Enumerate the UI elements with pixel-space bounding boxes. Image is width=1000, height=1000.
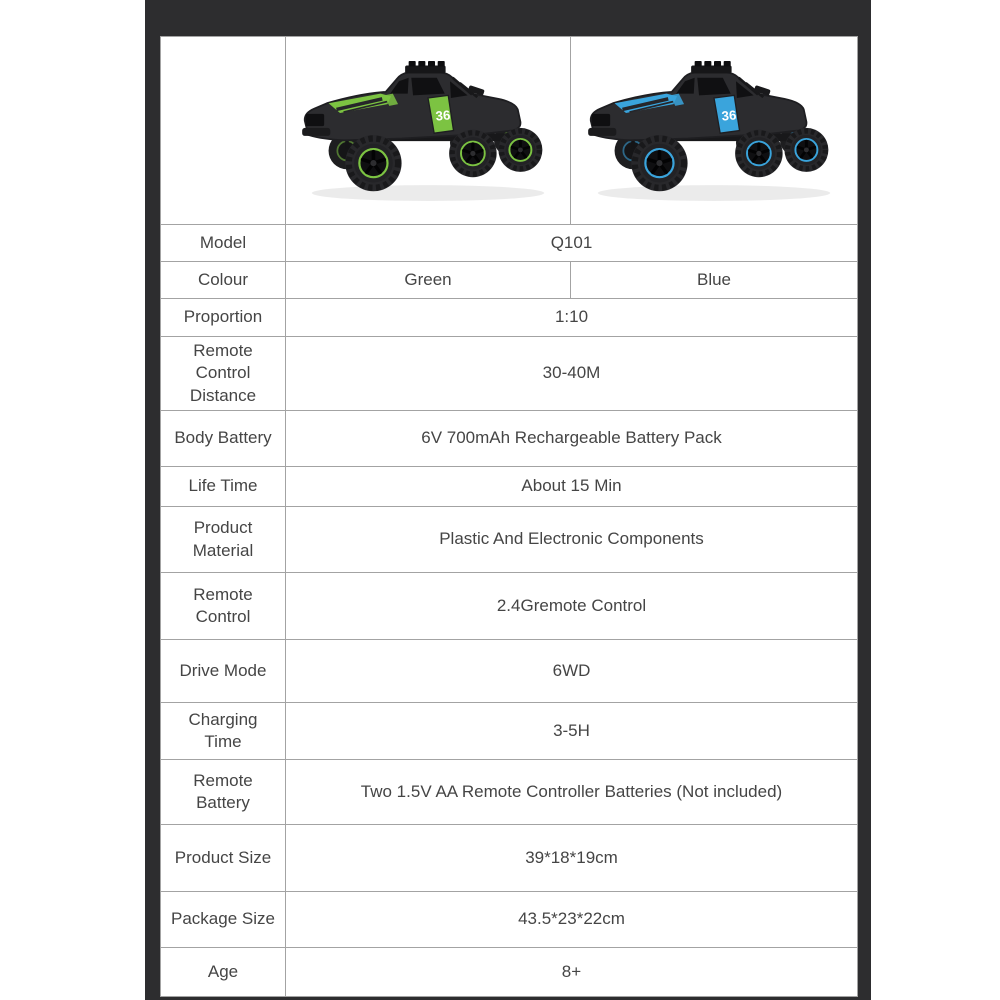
spec-row-colour [161, 262, 858, 299]
spec-row-product-size [161, 825, 858, 892]
green-truck-cell [286, 37, 571, 225]
spec-label: Product Material [161, 507, 286, 573]
spec-table [160, 36, 858, 997]
photo-frame [145, 0, 871, 1000]
spec-value-blue: Blue [571, 262, 858, 299]
spec-value: Q101 [286, 225, 858, 262]
spec-label: Model [161, 225, 286, 262]
spec-row-remote-control-distance [161, 337, 858, 411]
spec-label: Colour [161, 262, 286, 299]
blue-truck-image [582, 47, 846, 215]
spec-value: Two 1.5V AA Remote Controller Batteries (Not included) [286, 760, 858, 825]
spec-label: Age [161, 948, 286, 997]
content-area [160, 36, 857, 997]
spec-label: Life Time [161, 467, 286, 507]
green-truck-image [296, 47, 560, 215]
spec-label: Remote Control [161, 573, 286, 640]
green-truck-decal-number: 36 [434, 106, 451, 124]
spec-value: 30-40M [286, 337, 858, 411]
spec-row-remote-battery [161, 760, 858, 825]
spec-value: 6V 700mAh Rechargeable Battery Pack [286, 411, 858, 467]
spec-value: 3-5H [286, 703, 858, 760]
spec-row-model [161, 225, 858, 262]
spec-row-age [161, 948, 858, 997]
spec-value: 8+ [286, 948, 858, 997]
spec-value: 2.4Gremote Control [286, 573, 858, 640]
spec-row-body-battery [161, 411, 858, 467]
spec-label: Proportion [161, 299, 286, 337]
spec-value: 1:10 [286, 299, 858, 337]
spec-row-proportion [161, 299, 858, 337]
spec-row-remote-control [161, 573, 858, 640]
spec-label: Product Size [161, 825, 286, 892]
spec-label: Drive Mode [161, 640, 286, 703]
spec-value-green: Green [286, 262, 571, 299]
spec-row-drive-mode [161, 640, 858, 703]
spec-value: 39*18*19cm [286, 825, 858, 892]
spec-label: Charging Time [161, 703, 286, 760]
spec-value: 6WD [286, 640, 858, 703]
spec-label: Remote Control Distance [161, 337, 286, 411]
spec-row-life-time [161, 467, 858, 507]
spec-row-package-size [161, 892, 858, 948]
blue-truck-decal-number: 36 [720, 106, 737, 124]
empty-corner-cell [161, 37, 286, 225]
spec-label: Remote Battery [161, 760, 286, 825]
blue-truck-cell [571, 37, 858, 225]
spec-row-charging-time [161, 703, 858, 760]
spec-label: Package Size [161, 892, 286, 948]
product-images-row [161, 37, 858, 225]
spec-label: Body Battery [161, 411, 286, 467]
spec-row-product-material [161, 507, 858, 573]
spec-value: About 15 Min [286, 467, 858, 507]
spec-value: 43.5*23*22cm [286, 892, 858, 948]
spec-value: Plastic And Electronic Components [286, 507, 858, 573]
